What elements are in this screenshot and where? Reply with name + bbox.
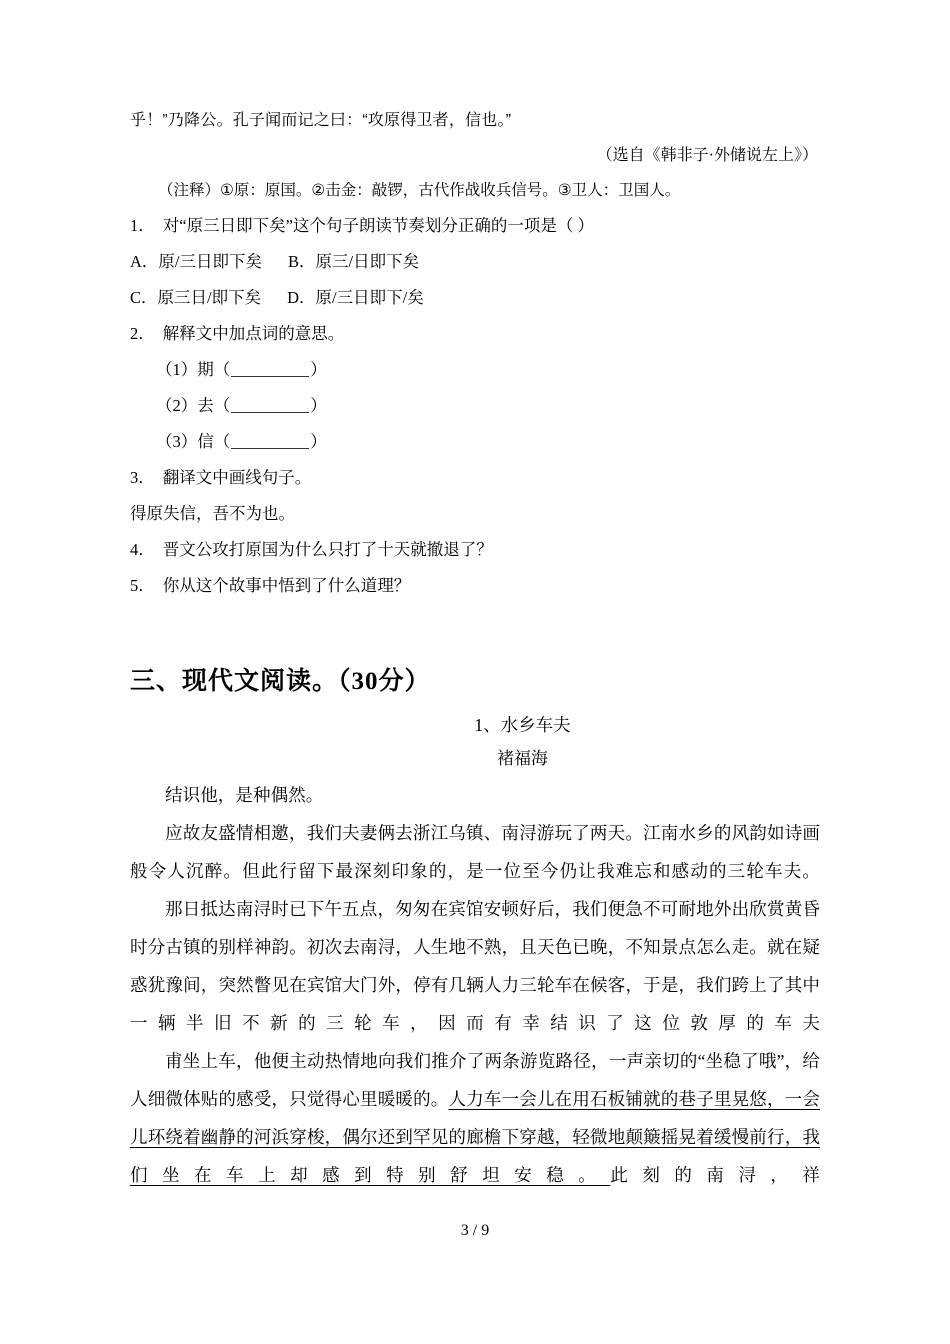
item-3-word: 信 <box>197 432 214 451</box>
item-1-word: 期 <box>197 360 214 379</box>
question-1-options-row-2 <box>130 280 820 316</box>
option-b-text[interactable]: 原三/日即下矣 <box>315 252 420 271</box>
question-5-number: 5． <box>130 576 155 595</box>
answer-blank-2[interactable] <box>231 398 309 413</box>
question-5 <box>130 568 820 604</box>
question-3-sentence: 得原失信，吾不为也。 <box>130 504 295 523</box>
question-1-text: 对“原三日即下矣”这个句子朗读节奏划分正确的一项是（ ） <box>162 216 595 235</box>
question-2-item-3 <box>130 424 820 460</box>
option-a-label: A． <box>130 252 159 271</box>
item-1-paren-open: （ <box>213 360 231 379</box>
question-5-text: 你从这个故事中悟到了什么道理？ <box>162 576 411 595</box>
passage-citation: （选自《韩非子·外储说左上》） <box>596 147 818 164</box>
item-3-paren-close: ） <box>310 432 327 451</box>
page-number-footer: 3 / 9 <box>460 1222 490 1239</box>
article-paragraph-2: 应故友盛情相邀，我们夫妻俩去浙江乌镇、南浔游玩了两天。江南水乡的风韵如诗画般令人沉醉。但此行留下最深刻印象的，是一位至今仍让我难忘和感动的三轮车夫。 <box>130 823 820 881</box>
paragraph-4-tail: 此刻的南浔，祥 <box>610 1165 821 1185</box>
option-b-label: B． <box>288 252 316 271</box>
item-2-word: 去 <box>197 396 214 415</box>
question-4 <box>130 532 820 568</box>
option-c-text[interactable]: 原三日/即下矣 <box>157 288 262 307</box>
article-author: 褚福海 <box>497 749 548 768</box>
paragraph-4-underlined-sentence: 人力车一会儿在用石板铺就的巷子里晃悠，一会儿环绕着幽静的河浜穿梭，偶尔还到罕见的廊檐下穿越，轻微地颠簸摇晃着缓慢前行，我们坐在车上却感到特别舒坦安稳。 <box>130 1089 820 1185</box>
question-2-item-1 <box>130 352 820 388</box>
question-3-text: 翻译文中画线句子。 <box>162 468 312 487</box>
answer-blank-1[interactable] <box>231 362 309 377</box>
question-4-text: 晋文公攻打原国为什么只打了十天就撤退了？ <box>162 540 493 559</box>
option-a-text[interactable]: 原/三日即下矣 <box>158 252 263 271</box>
question-2 <box>130 316 820 352</box>
article-paragraph-4 <box>130 1042 820 1194</box>
article-paragraph-3: 那日抵达南浔时已下午五点，匆匆在宾馆安顿好后，我们便急不可耐地外出欣赏黄昏时分古镇的别样神韵。初次去南浔，人生地不熟，且天色已晚，不知景点怎么走。就在疑惑犹豫间，突然瞥见在宾馆大门外，停有几辆人力三轮车在候客，于是，我们跨上了其中一辆半旧不新的三轮车，因而有幸结识了这位敦厚的车夫 <box>130 899 820 1033</box>
question-1 <box>130 208 820 244</box>
item-2-label: （2） <box>156 396 198 415</box>
option-c-label: C． <box>130 288 158 307</box>
classical-passage-tail: 乎！”乃降公。孔子闻而记之曰：“攻原得卫者，信也。” <box>130 112 512 129</box>
question-2-number: 2． <box>130 324 155 343</box>
item-3-label: （3） <box>156 432 198 451</box>
item-3-paren-open: （ <box>213 432 231 451</box>
question-1-options-row-1 <box>130 244 820 280</box>
question-4-number: 4． <box>130 540 155 559</box>
option-d-label: D． <box>287 288 316 307</box>
item-2-paren-close: ） <box>310 396 327 415</box>
question-1-number: 1． <box>130 216 155 235</box>
passage-notes: （注释）①原：原国。②击金：敲锣，古代作战收兵信号。③卫人：卫国人。 <box>158 182 681 199</box>
section-heading-modern-reading: 三、现代文阅读。（30分） <box>130 668 431 695</box>
page-content <box>130 104 820 1194</box>
item-1-label: （1） <box>156 360 198 379</box>
question-3-number: 3． <box>130 468 155 487</box>
answer-blank-3[interactable] <box>231 434 309 449</box>
item-1-paren-close: ） <box>310 360 327 379</box>
question-3 <box>130 460 820 496</box>
question-2-text: 解释文中加点词的意思。 <box>162 324 345 343</box>
item-2-paren-open: （ <box>213 396 231 415</box>
question-2-item-2 <box>130 388 820 424</box>
article-title: 1、水乡车夫 <box>474 715 571 735</box>
paragraph-4-lead: 甫坐上车，他便主动热情地向我们推介了两条游览路径，一声亲切的“坐稳了哦”，给人细微体贴的感受，只觉得心里暖暖的。 <box>130 1051 820 1109</box>
option-d-text[interactable]: 原/三日即下/矣 <box>315 288 424 307</box>
article-paragraph-1: 结识他，是种偶然。 <box>165 785 324 805</box>
